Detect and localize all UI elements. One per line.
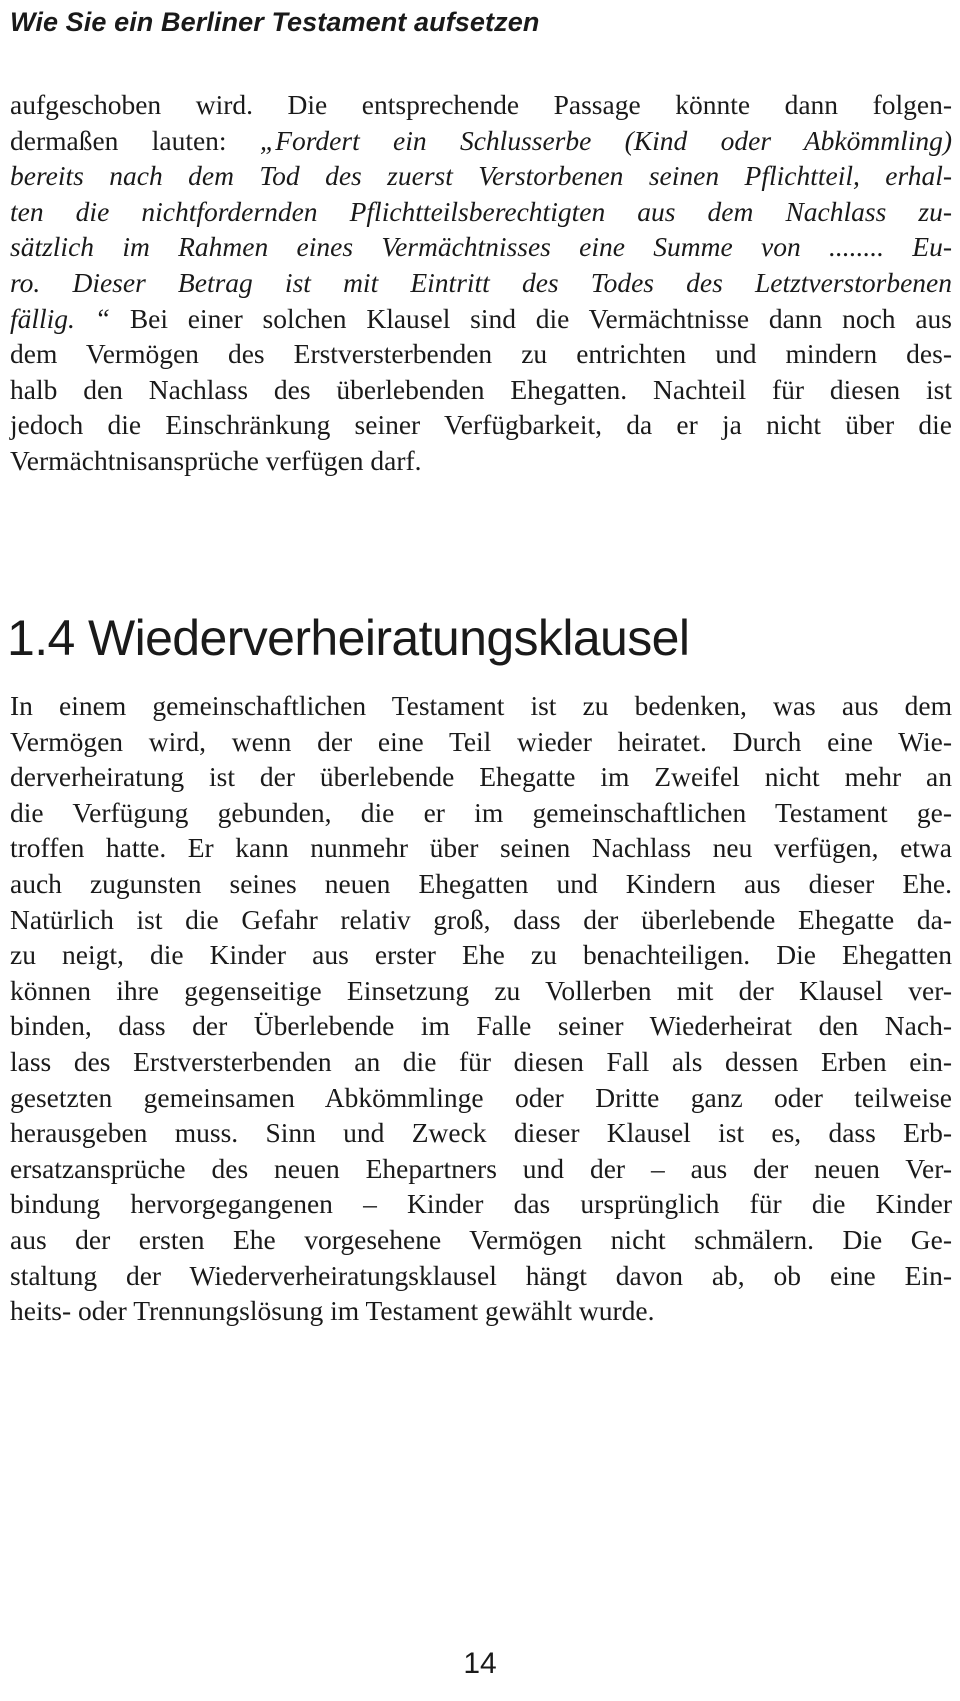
italic-text-segment: „Fordert ein Schlusserbe (Kind oder Abkömmling) xyxy=(259,124,953,156)
text-line xyxy=(10,902,952,938)
text-segment: aus der ersten Ehe vorgesehene Vermögen nicht schmälern. Die Ge- xyxy=(10,1223,952,1255)
text-segment: heits- oder Trennungslösung im Testament gewählt wurde. xyxy=(10,1295,655,1327)
text-line xyxy=(10,158,952,194)
text-segment: dermaßen lauten: xyxy=(10,124,260,156)
text-segment: herausgeben muss. Sinn und Zweck dieser Klausel ist es, dass Erb- xyxy=(10,1117,952,1149)
text-segment: Bei einer solchen Klausel sind die Vermächtnisse dann noch aus xyxy=(110,302,952,334)
text-line xyxy=(10,724,952,760)
italic-text-segment: bereits nach dem Tod des zuerst Verstorbenen seinen Pflichtteil, erhal- xyxy=(10,160,952,192)
body-paragraph-2 xyxy=(10,688,952,1329)
text-segment: troffen hatte. Er kann nunmehr über seinen Nachlass neu verfügen, etwa xyxy=(10,832,952,864)
body-paragraph-1 xyxy=(10,87,952,479)
text-line xyxy=(10,1080,952,1116)
text-segment: Natürlich ist die Gefahr relativ groß, dass der überlebende Ehegatte da- xyxy=(10,903,952,935)
text-segment: lass des Erstversterbenden an die für diesen Fall als dessen Erben ein- xyxy=(10,1045,952,1077)
text-line xyxy=(10,866,952,902)
text-segment: Vermächtnisansprüche verfügen darf. xyxy=(10,444,422,476)
text-line xyxy=(10,973,952,1009)
text-line xyxy=(10,1293,952,1329)
italic-text-segment: sätzlich im Rahmen eines Vermächtnisses eine Summe von ........ Eu- xyxy=(10,231,952,263)
text-segment: ersatzansprüche des neuen Ehepartners und der – aus der neuen Ver- xyxy=(10,1152,952,1184)
text-segment: staltung der Wiederverheiratungsklausel hängt davon ab, ob eine Ein- xyxy=(10,1259,952,1291)
text-line xyxy=(10,336,952,372)
italic-text-segment: fällig. “ xyxy=(10,302,111,334)
text-line xyxy=(10,688,952,724)
text-line xyxy=(10,123,952,159)
text-line xyxy=(10,795,952,831)
text-line xyxy=(10,759,952,795)
text-segment: binden, dass der Überlebende im Falle seiner Wiederheirat den Nach- xyxy=(10,1010,952,1042)
text-line xyxy=(10,830,952,866)
text-line xyxy=(10,87,952,123)
text-segment: können ihre gegenseitige Einsetzung zu Vollerben mit der Klausel ver- xyxy=(10,974,952,1006)
text-line xyxy=(10,407,952,443)
text-segment: dem Vermögen des Erstversterbenden zu entrichten und mindern des- xyxy=(10,338,952,370)
text-line xyxy=(10,194,952,230)
text-line xyxy=(10,1008,952,1044)
text-segment: derverheiratung ist der überlebende Ehegatte im Zweifel nicht mehr an xyxy=(10,761,952,793)
text-line xyxy=(10,1258,952,1294)
text-segment: Vermögen wird, wenn der eine Teil wieder heiratet. Durch eine Wie- xyxy=(10,725,952,757)
text-line xyxy=(10,301,952,337)
text-segment: gesetzten gemeinsamen Abkömmlinge oder Dritte ganz oder teilweise xyxy=(10,1081,952,1113)
text-segment: halb den Nachlass des überlebenden Ehegatten. Nachteil für diesen ist xyxy=(10,373,952,405)
italic-text-segment: ro. Dieser Betrag ist mit Eintritt des Todes des Letztverstorbenen xyxy=(10,266,952,298)
text-segment: In einem gemeinschaftlichen Testament ist zu bedenken, was aus dem xyxy=(10,690,952,721)
text-line xyxy=(10,1186,952,1222)
text-line xyxy=(10,229,952,265)
text-line xyxy=(10,1151,952,1187)
text-line xyxy=(10,265,952,301)
text-line xyxy=(10,1044,952,1080)
text-segment: die Verfügung gebunden, die er im gemeinschaftlichen Testament ge- xyxy=(10,796,952,828)
text-line xyxy=(10,1222,952,1258)
text-line xyxy=(10,937,952,973)
text-line xyxy=(10,1115,952,1151)
text-segment: bindung hervorgegangenen – Kinder das ursprünglich für die Kinder xyxy=(10,1188,952,1220)
text-segment: jedoch die Einschränkung seiner Verfügbarkeit, da er ja nicht über die xyxy=(10,409,952,441)
text-segment: aufgeschoben wird. Die entsprechende Passage könnte dann folgen- xyxy=(10,89,952,120)
italic-text-segment: ten die nichtfordernden Pflichtteilsberechtigten aus dem Nachlass zu- xyxy=(10,195,952,227)
section-heading: 1.4 Wiederverheiratungsklausel xyxy=(7,610,690,666)
text-line xyxy=(10,443,952,479)
page-number: 14 xyxy=(463,1647,497,1680)
text-segment: auch zugunsten seines neuen Ehegatten und Kindern aus dieser Ehe. xyxy=(10,867,952,899)
text-segment: zu neigt, die Kinder aus erster Ehe zu benachteiligen. Die Ehegatten xyxy=(10,939,952,971)
text-line xyxy=(10,372,952,408)
running-header: Wie Sie ein Berliner Testament aufsetzen xyxy=(10,7,540,37)
